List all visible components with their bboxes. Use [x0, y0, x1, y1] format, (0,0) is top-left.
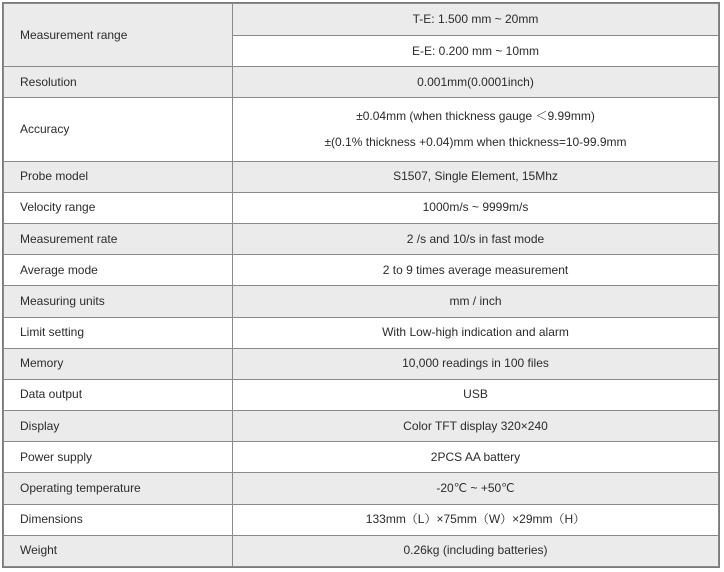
data-output-label: Data output — [4, 379, 233, 410]
weight-label: Weight — [4, 535, 233, 566]
measurement-range-ee-value: E-E: 0.200 mm ~ 10mm — [233, 36, 719, 67]
limit-setting-label: Limit setting — [4, 317, 233, 348]
operating-temperature-label: Operating temperature — [4, 473, 233, 504]
accuracy-value — [233, 98, 719, 161]
accuracy-line-2: ±(0.1% thickness +0.04)mm when thickness=10-99.9mm — [324, 134, 627, 149]
spec-table — [3, 3, 719, 567]
memory-value: 10,000 readings in 100 files — [233, 348, 719, 379]
resolution-label: Resolution — [4, 67, 233, 98]
measurement-rate-label: Measurement rate — [4, 224, 233, 255]
dimensions-label: Dimensions — [4, 504, 233, 535]
data-output-value: USB — [233, 379, 719, 410]
measuring-units-label: Measuring units — [4, 286, 233, 317]
resolution-value: 0.001mm(0.0001inch) — [233, 67, 719, 98]
average-mode-value: 2 to 9 times average measurement — [233, 255, 719, 286]
measurement-range-label: Measurement range — [4, 4, 233, 67]
accuracy-label: Accuracy — [4, 98, 233, 161]
operating-temperature-value: -20℃ ~ +50℃ — [233, 473, 719, 504]
power-supply-label: Power supply — [4, 442, 233, 473]
limit-setting-value: With Low-high indication and alarm — [233, 317, 719, 348]
spec-table-container — [2, 2, 720, 568]
velocity-range-label: Velocity range — [4, 192, 233, 223]
velocity-range-value: 1000m/s ~ 9999m/s — [233, 192, 719, 223]
display-label: Display — [4, 411, 233, 442]
dimensions-value: 133mm（L）×75mm（W）×29mm（H） — [233, 504, 719, 535]
weight-value: 0.26kg (including batteries) — [233, 535, 719, 566]
accuracy-line-1: ±0.04mm (when thickness gauge ＜9.99mm) — [356, 109, 595, 124]
power-supply-value: 2PCS AA battery — [233, 442, 719, 473]
memory-label: Memory — [4, 348, 233, 379]
probe-model-value: S1507, Single Element, 15Mhz — [233, 161, 719, 192]
display-value: Color TFT display 320×240 — [233, 411, 719, 442]
measurement-range-te-value: T-E: 1.500 mm ~ 20mm — [233, 4, 719, 36]
measuring-units-value: mm / inch — [233, 286, 719, 317]
measurement-rate-value: 2 /s and 10/s in fast mode — [233, 224, 719, 255]
average-mode-label: Average mode — [4, 255, 233, 286]
probe-model-label: Probe model — [4, 161, 233, 192]
